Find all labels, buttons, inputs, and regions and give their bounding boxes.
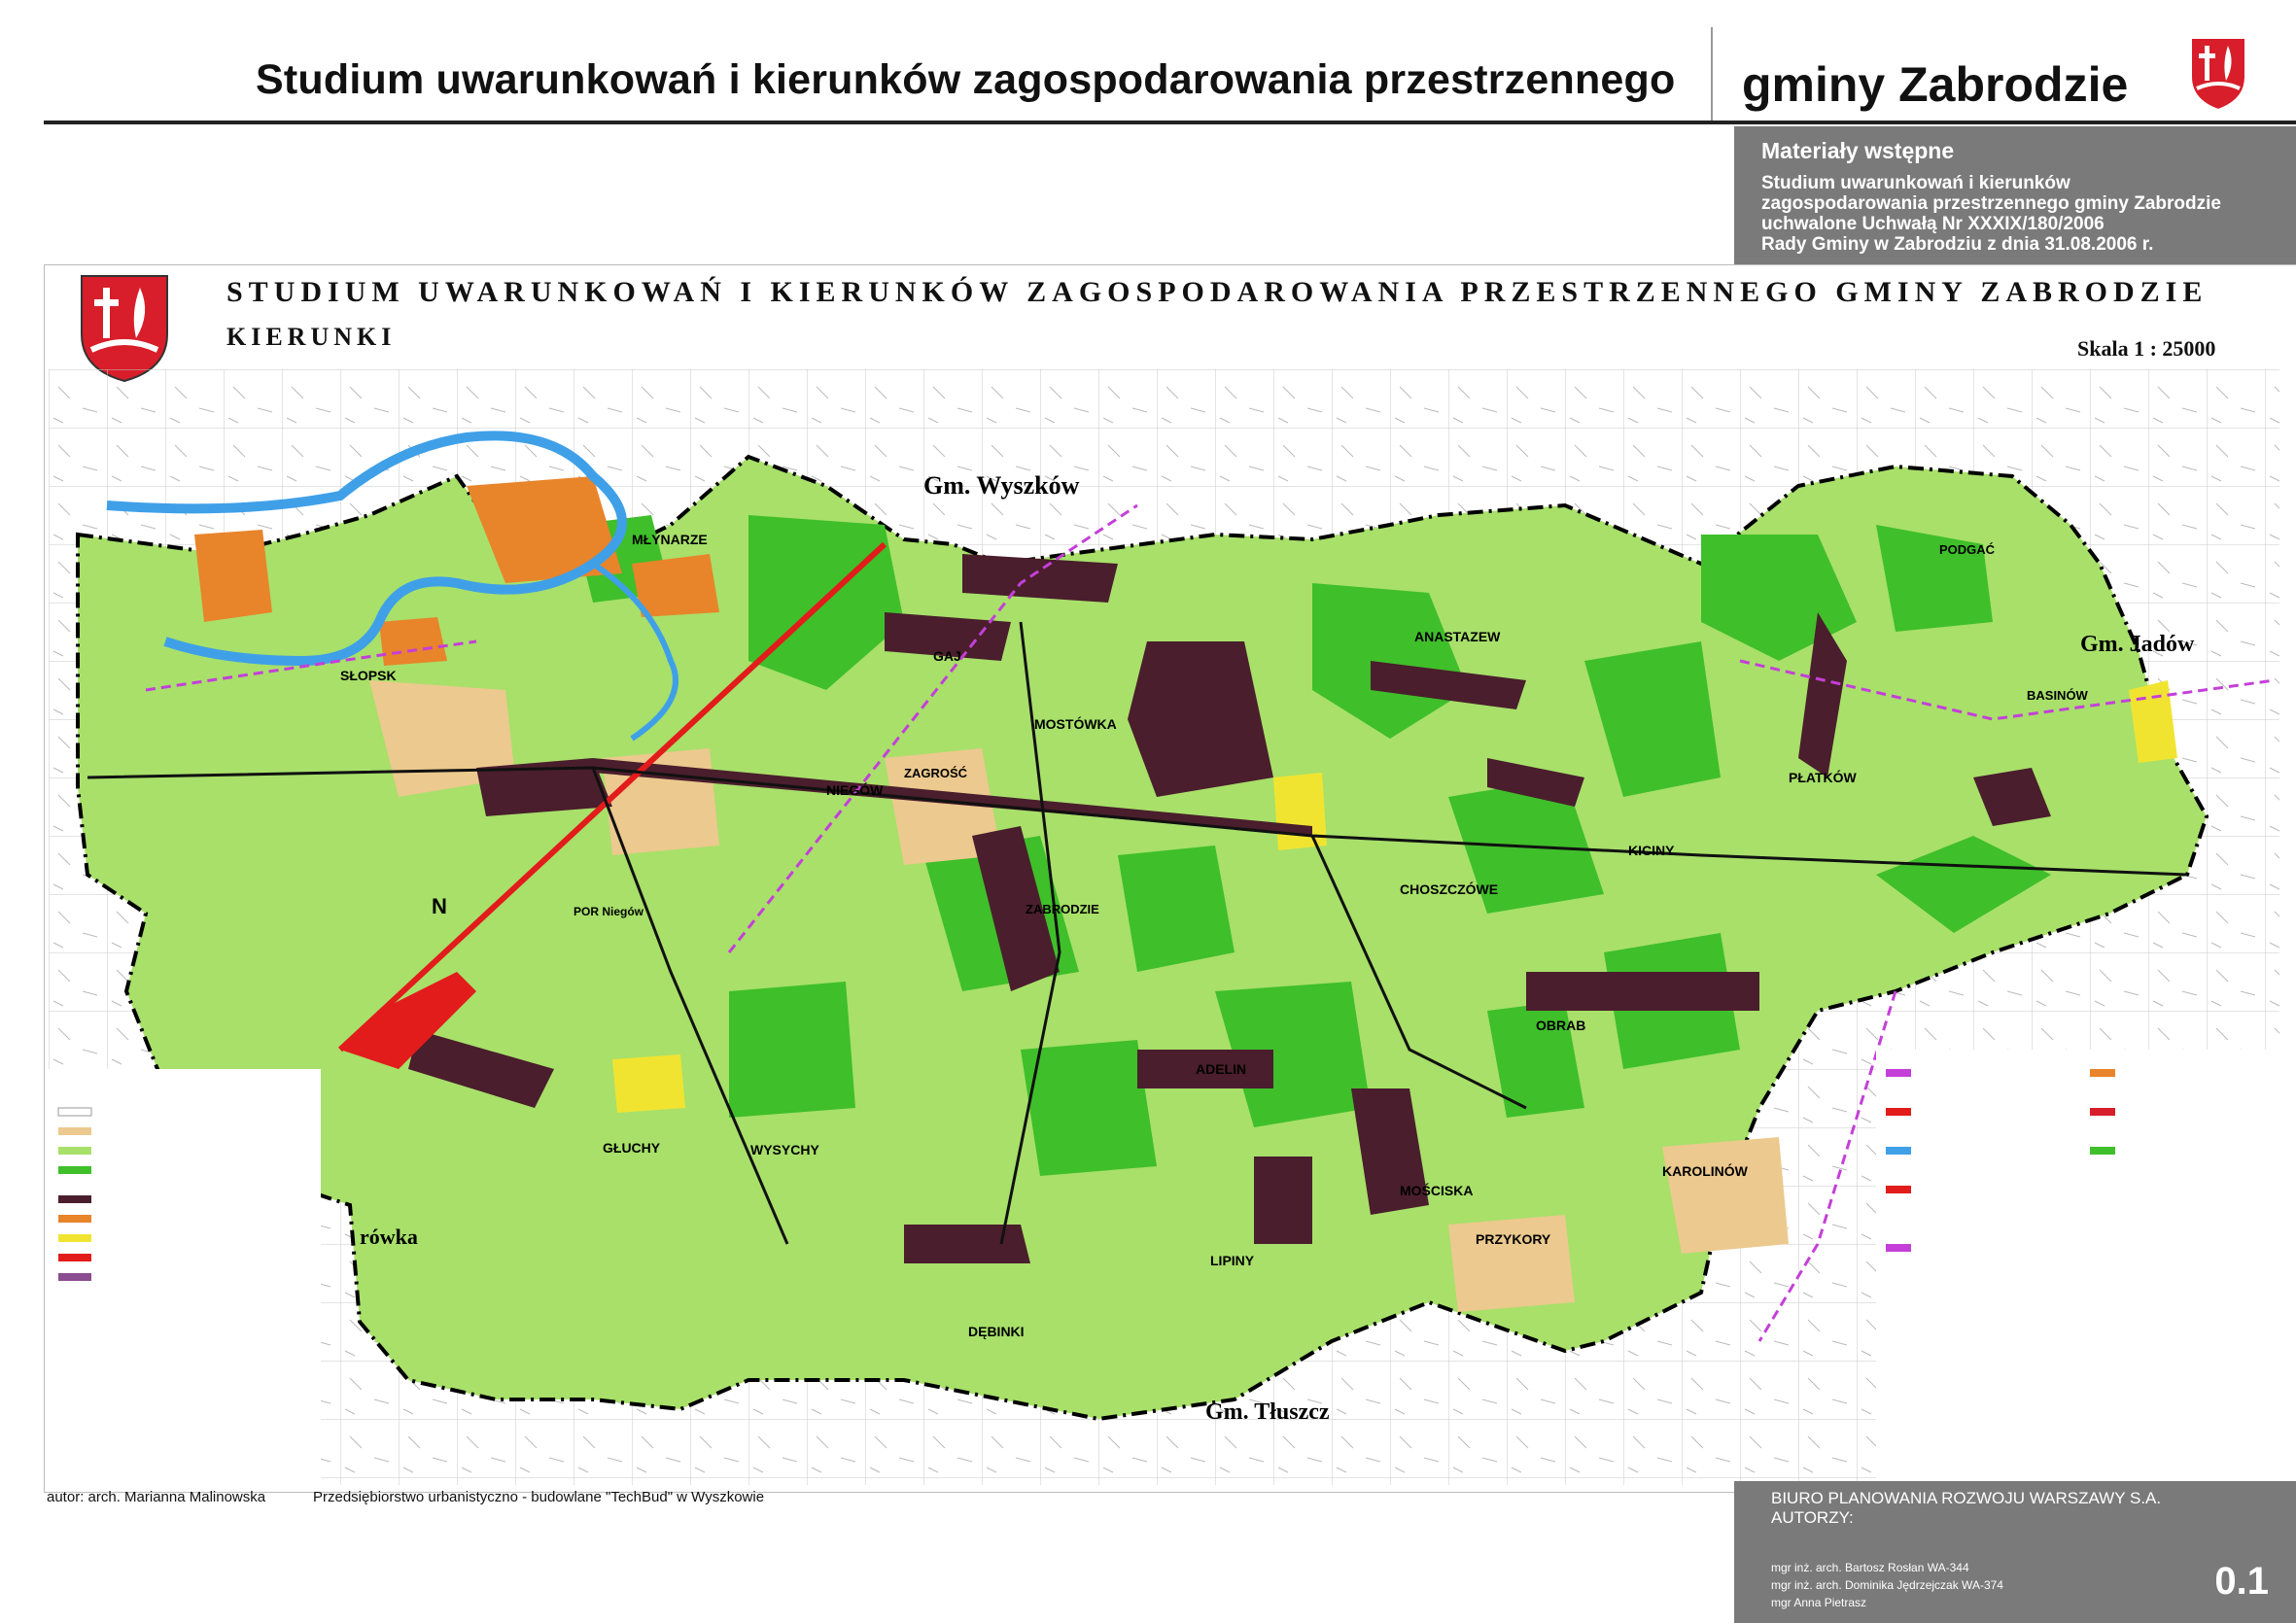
author-name: mgr Anna Pietrasz	[1771, 1596, 1867, 1609]
label-basinow: BASINÓW	[2027, 688, 2088, 703]
header-gmina: gminy Zabrodzie	[1742, 57, 2129, 112]
label-lipiny: LIPINY	[1210, 1253, 1255, 1268]
label-niegow: NIEGÓW	[826, 782, 884, 798]
label-karolinow: KAROLINÓW	[1662, 1163, 1748, 1179]
label-platkow: PŁATKÓW	[1789, 770, 1857, 785]
map-title: STUDIUM UWARUNKOWAŃ I KIERUNKÓW ZAGOSPODAROWANIA PRZESTRZENNEGO GMINY ZABRODZIE	[226, 276, 2209, 308]
label-przykory: PRZYKORY	[1476, 1231, 1551, 1247]
coat-of-arms-icon	[78, 272, 171, 385]
label-choszczowe: CHOSZCZÓWE	[1400, 881, 1499, 897]
info-line: Studium uwarunkowań i kierunków	[1761, 173, 2070, 193]
authors-panel	[1734, 1481, 2296, 1623]
info-line: Rady Gminy w Zabrodziu z dnia 31.08.2006 r.	[1761, 234, 2154, 255]
label-gm-tluszcz: Gm. Tłuszcz	[1205, 1399, 1330, 1425]
label-debinki: DĘBINKI	[968, 1324, 1025, 1339]
info-heading: Materiały wstępne	[1761, 138, 1955, 163]
land-use-map[interactable]	[49, 369, 2279, 1485]
info-text	[1761, 173, 2221, 255]
label-gaj: GAJ	[933, 648, 961, 664]
coat-of-arms-icon	[2187, 34, 2249, 112]
label-zagroscie: ZAGROŚĆ	[904, 766, 967, 780]
label-gm-dabrowka: rówka	[360, 1225, 418, 1249]
label-por-niegow: POR Niegów	[574, 905, 644, 918]
info-panel	[1734, 126, 2296, 265]
label-gm-wyszkow: Gm. Wyszków	[923, 471, 1080, 500]
sheet-number: 0.1	[2214, 1560, 2269, 1603]
author-name: mgr inż. arch. Bartosz Rosłan WA-344	[1771, 1561, 1969, 1574]
authors-heading: AUTORZY:	[1771, 1508, 1854, 1527]
label-wysychy: WYSYCHY	[750, 1142, 819, 1157]
label-obrab: OBRAB	[1536, 1018, 1586, 1033]
map-scale: Skala 1 : 25000	[2077, 336, 2216, 361]
north-arrow-icon: N	[432, 894, 447, 918]
header-title: Studium uwarunkowań i kierunków zagospodarowania przestrzennego	[256, 56, 1676, 103]
authors-office: BIURO PLANOWANIA ROZWOJU WARSZAWY S.A.	[1771, 1489, 2162, 1507]
label-anastazew: ANASTAZEW	[1414, 629, 1501, 644]
header-divider	[1711, 27, 1713, 121]
label-gluchy: GŁUCHY	[603, 1140, 661, 1156]
author-name: mgr inż. arch. Dominika Jędrzejczak WA-374	[1771, 1578, 2003, 1592]
label-mosciska: MOŚCISKA	[1400, 1183, 1474, 1198]
footer-author: autor: arch. Marianna Malinowska	[47, 1489, 266, 1505]
label-slopsk: SŁOPSK	[340, 668, 397, 683]
label-mostowka: MOSTÓWKA	[1034, 716, 1117, 732]
label-zabrodzie: ZABRODZIE	[1026, 902, 1099, 916]
label-adelin: ADELIN	[1196, 1061, 1247, 1077]
header-rule	[44, 121, 2296, 124]
label-gm-jadow: Gm. Jadów	[2080, 632, 2195, 657]
label-kiciny: KICINY	[1628, 843, 1675, 858]
footer-firm: Przedsiębiorstwo urbanistyczno - budowlane "TechBud" w Wyszkowie	[313, 1489, 765, 1505]
label-podgac: PODGAĆ	[1939, 542, 1996, 557]
legend-right	[1876, 1050, 2279, 1485]
info-line: uchwalone Uchwałą Nr XXXIX/180/2006	[1761, 214, 2105, 234]
label-mlynarze: MŁYNARZE	[632, 532, 708, 547]
info-line: zagospodarowania przestrzennego gminy Zabrodzie	[1761, 193, 2221, 214]
map-subtitle: KIERUNKI	[226, 323, 397, 351]
